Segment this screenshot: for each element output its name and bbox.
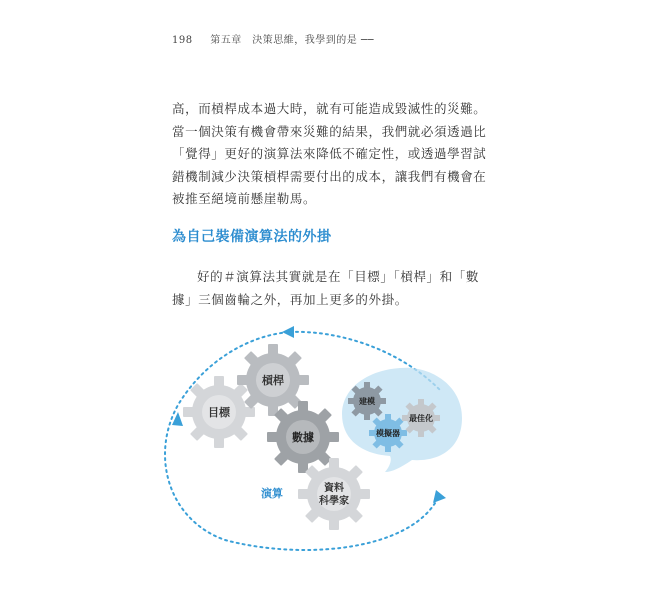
arrow-top-icon xyxy=(282,326,294,338)
page-number: 198 xyxy=(172,35,193,46)
body-paragraph-1: 高，而槓桿成本過大時，就有可能造成毀滅性的災難。當一個決策有機會帶來災難的結果，我們就必須透過比「覺得」更好的演算法來降低不確定性，或透過學習試錯機制減少決策槓桿需要付出的成本，讓我們有機會在被推至絕境前懸崖勒馬。 xyxy=(172,101,487,207)
bubble-simulator-label: 模擬器 xyxy=(376,429,400,438)
chapter-title: 第五章 決策思維，我學到的是 ── xyxy=(210,35,375,46)
body-paragraph-2: 好的＃演算法其實就是在「目標」「槓桿」和「數據」三個齒輪之外，再加上更多的外掛。 xyxy=(172,269,479,307)
gear-data-label: 數據 xyxy=(292,431,314,444)
gear-scientist-label-line2: 科學家 xyxy=(319,496,349,507)
section-title: 為自己裝備演算法的外掛 xyxy=(172,229,332,245)
gear-goal-label: 目標 xyxy=(208,406,230,419)
arrow-right-icon xyxy=(433,490,446,503)
bubble-modeling-label: 建模 xyxy=(359,397,375,406)
bubble-optimization-label: 最佳化 xyxy=(409,414,433,423)
algorithm-label: 演算 xyxy=(261,487,283,500)
gear-leverage-label: 槓桿 xyxy=(262,374,284,387)
gear-data-scientist-icon xyxy=(298,458,370,530)
gear-scientist-label-line1: 資料 xyxy=(324,483,344,494)
